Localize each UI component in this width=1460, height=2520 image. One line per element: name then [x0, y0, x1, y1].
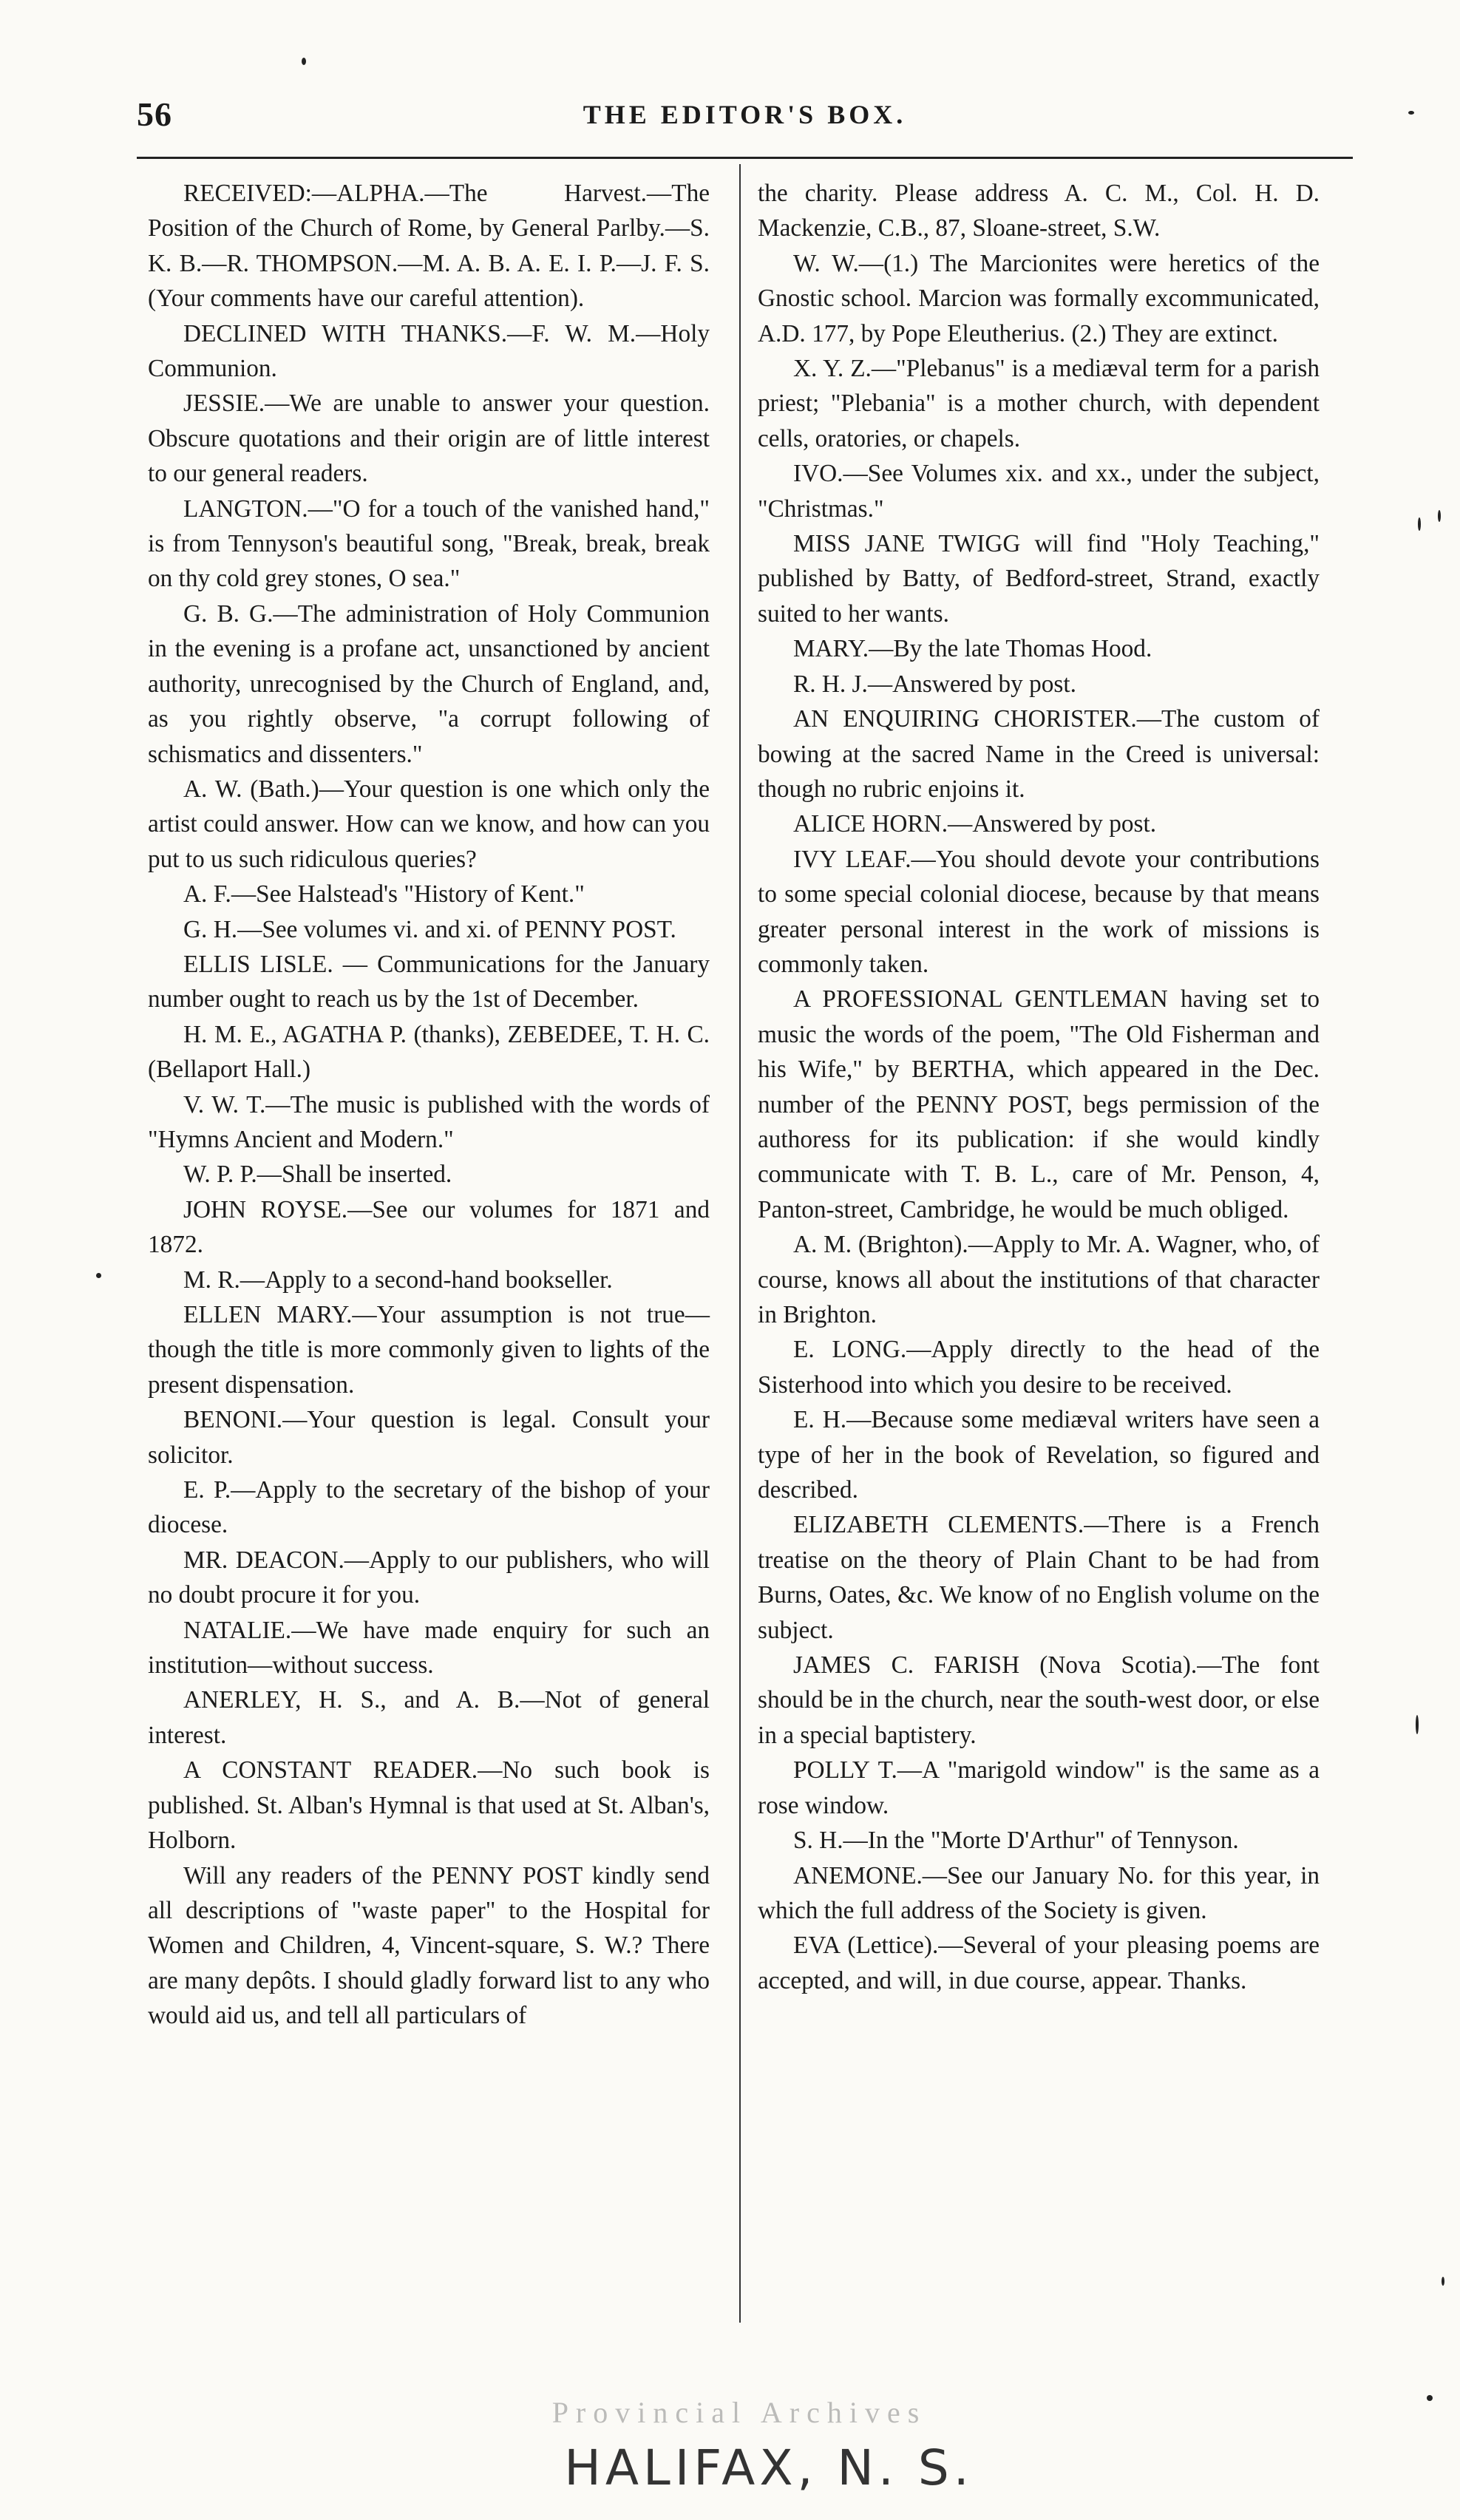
notice-paragraph: A. F.—See Halstead's "History of Kent." [183, 880, 585, 909]
notice-paragraph: W. W.—(1.) The Marcionites were heretics of the Gnostic school. Marcion was formally excommunicated, A.D. 177, by Pope Eleutherius. (2.) They are extinct. [758, 249, 1320, 347]
continued-paragraph: the charity. Please address A. C. M., Col. H. D. Mackenzie, C.B., 87, Sloane-street, S.W. [758, 180, 1320, 242]
notice-paragraph: ALICE HORN.—Answered by post. [793, 810, 1157, 838]
notice-paragraph: ELLIS LISLE. — Communications for the January number ought to reach us by the 1st of December. [148, 950, 710, 1013]
notice-paragraph: POLLY T.—A "marigold window" is the same as a rose window. [758, 1756, 1320, 1819]
notice-paragraph: W. P. P.—Shall be inserted. [183, 1161, 452, 1189]
notice-paragraph: G. B. G.—The administration of Holy Communion in the evening is a profane act, unsanctioned by ancient authority, unrecognised by the Church of England, and, as you rightly observe, "a corrupt following of schismatics and dissenters." [148, 600, 710, 768]
notice-paragraph: DECLINED WITH THANKS.—F. W. M.—Holy Communion. [148, 319, 710, 383]
notice-paragraph: S. H.—In the "Morte D'Arthur" of Tennyson. [793, 1827, 1239, 1855]
notice-paragraph: RECEIVED:—ALPHA.—The Harvest.—The Position of the Church of Rome, by General Parlby.—S. K. B.—R. THOMPSON.—M. A. B. A. E. I. P.—J. F. S. (Your comments have our careful attention). [148, 180, 710, 313]
stamp-location: HALIFAX, N. S. [564, 2439, 974, 2496]
notice-paragraph: ELLEN MARY.—Your assumption is not true—though the title is more commonly given to lights of the present dispensation. [148, 1301, 710, 1399]
notice-paragraph: LANGTON.—"O for a touch of the vanished hand," is from Tennyson's beautiful song, "Break, break, break on thy cold grey stones, O sea." [148, 495, 710, 593]
notice-paragraph: IVY LEAF.—You should devote your contributions to some special colonial diocese, because by that means greater personal interest in the work of missions is commonly taken. [758, 845, 1320, 978]
scan-speck [96, 1273, 101, 1278]
notice-paragraph: BENONI.—Your question is legal. Consult your solicitor. [148, 1406, 710, 1469]
notice-paragraph: ANEMONE.—See our January No. for this year, in which the full address of the Society is given. [758, 1861, 1320, 1924]
notice-paragraph: E. P.—Apply to the secretary of the bishop of your diocese. [148, 1476, 710, 1539]
notice-paragraph: E. H.—Because some mediæval writers have seen a type of her in the book of Revelation, so figured and described. [758, 1406, 1320, 1504]
notice-paragraph: Will any readers of the PENNY POST kindly send all descriptions of "waste paper" to the Hospital for Women and Children, 4, Vincent-square, S. W.? There are many depôts. I should gladly forward list to any who would aid us, and tell all particulars of [148, 1861, 710, 2030]
header-rule [137, 157, 1353, 159]
notice-paragraph: A. W. (Bath.)—Your question is one which only the artist could answer. How can we know, and how can you put to us such ridiculous queries? [148, 775, 710, 873]
scan-speck [1442, 2277, 1444, 2286]
notice-paragraph: JESSIE.—We are unable to answer your question. Obscure quotations and their origin are of little interest to our general readers. [148, 390, 710, 488]
notice-paragraph: E. LONG.—Apply directly to the head of the Sisterhood into which you desire to be received. [758, 1336, 1320, 1399]
page-number: 56 [137, 95, 172, 133]
notice-paragraph: A CONSTANT READER.—No such book is published. St. Alban's Hymnal is that used at St. Alban's, Holborn. [148, 1756, 710, 1855]
running-title: THE EDITOR'S BOX. [583, 100, 907, 129]
archive-stamp [414, 2395, 1050, 2506]
notice-paragraph: MR. DEACON.—Apply to our publishers, who will no doubt procure it for you. [148, 1546, 710, 1609]
scan-speck [1408, 111, 1414, 115]
notice-paragraph: X. Y. Z.—"Plebanus" is a mediæval term for a parish priest; "Plebania" is a mother church, with dependent cells, oratories, or chapels. [758, 355, 1320, 452]
notice-paragraph: AN ENQUIRING CHORISTER.—The custom of bowing at the sacred Name in the Creed is universal: though no rubric enjoins it. [758, 705, 1320, 803]
notice-paragraph: A PROFESSIONAL GENTLEMAN having set to music the words of the poem, "The Old Fisherman and his Wife," by BERTHA, which appeared in the Dec. number of the PENNY POST, begs permission of the authoress for its publication: if she would kindly communicate with T. B. L., care of Mr. Penson, 4, Panton-street, Cambridge, he would be much obliged. [758, 985, 1320, 1223]
notice-paragraph: R. H. J.—Answered by post. [793, 670, 1076, 698]
notice-paragraph: V. W. T.—The music is published with the words of "Hymns Ancient and Modern." [148, 1090, 710, 1153]
scan-speck [302, 58, 306, 65]
left-column [148, 176, 710, 2034]
notice-paragraph: IVO.—See Volumes xix. and xx., under the subject, "Christmas." [758, 460, 1320, 523]
notice-paragraph: JOHN ROYSE.—See our volumes for 1871 and 1872. [148, 1195, 710, 1259]
notice-paragraph: G. H.—See volumes vi. and xi. of PENNY POST. [183, 915, 676, 943]
notice-paragraph: NATALIE.—We have made enquiry for such an institution—without success. [148, 1616, 710, 1680]
column-divider [739, 164, 741, 2323]
scan-speck [1416, 1715, 1419, 1734]
notice-paragraph: H. M. E., AGATHA P. (thanks), ZEBEDEE, T. H. C. (Bellaport Hall.) [148, 1020, 710, 1084]
notice-paragraph: M. R.—Apply to a second-hand bookseller. [183, 1266, 613, 1294]
page-header [137, 95, 1353, 146]
scan-speck [1418, 517, 1421, 531]
right-column [758, 176, 1320, 1998]
notice-paragraph: MARY.—By the late Thomas Hood. [793, 635, 1152, 663]
notice-paragraph: EVA (Lettice).—Several of your pleasing poems are accepted, and will, in due course, appear. Thanks. [758, 1932, 1320, 1994]
notice-paragraph: ELIZABETH CLEMENTS.—There is a French treatise on the theory of Plain Chant to be had from Burns, Oates, &c. We know of no English volume on the subject. [758, 1511, 1320, 1644]
notice-paragraph: MISS JANE TWIGG will find "Holy Teaching," published by Batty, of Bedford-street, Strand, exactly suited to her wants. [758, 530, 1320, 628]
notice-paragraph: JAMES C. FARISH (Nova Scotia).—The font should be in the church, near the south-west door, or else in a special baptistery. [758, 1651, 1320, 1749]
notice-paragraph: A. M. (Brighton).—Apply to Mr. A. Wagner, who, of course, knows all about the institutions of that character in Brighton. [758, 1231, 1320, 1328]
stamp-faint-line: Provincial Archives [551, 2396, 927, 2429]
scan-speck [1438, 510, 1441, 522]
notice-paragraph: ANERLEY, H. S., and A. B.—Not of general interest. [148, 1686, 710, 1749]
scan-speck [1427, 2395, 1433, 2401]
